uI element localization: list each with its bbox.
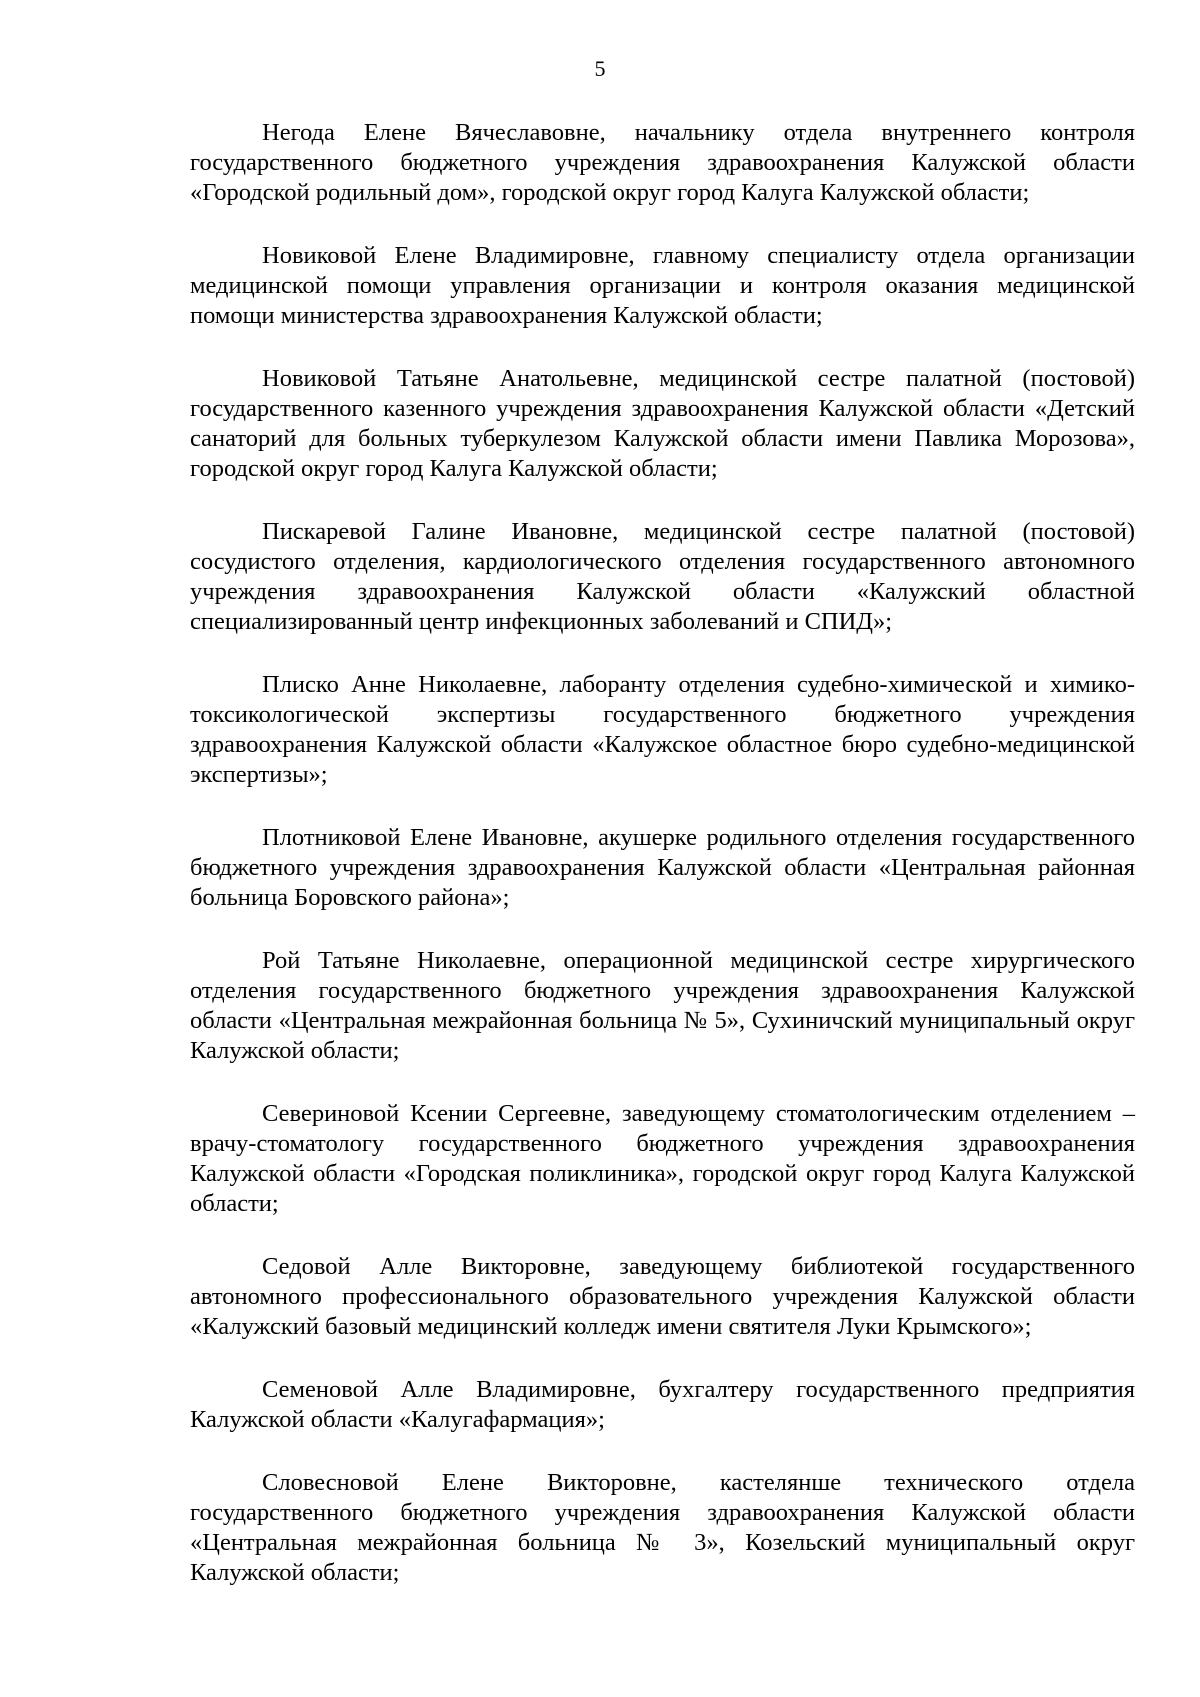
paragraph-plotnikova: Плотниковой Елене Ивановне, акушерке родильного отделения государственного бюджетного учреждения здравоохранения Калужской области «Центральная районная больница Боровского района»; [190,824,1135,911]
paragraph-novikova-tatyana: Новиковой Татьяне Анатольевне, медицинской сестре палатной (постовой) государственного казенного учреждения здравоохранения Калужской области «Детский санаторий для больных туберкулезом Калужской области имени Павлика Морозова», городской округ город Калуга Калужской области; [190,365,1135,482]
paragraph-sedova: Седовой Алле Викторовне, заведующему библиотекой государственного автономного профессионального образовательного учреждения Калужской области «Калужский базовый медицинский колледж имени святителя Луки Крымского»; [190,1253,1135,1340]
paragraph-slovesnova: Словесновой Елене Викторовне, кастелянше технического отдела государственного бюджетного учреждения здравоохранения Калужской области «Центральная межрайонная больница № 3», Козельский муниципальный округ Калужской области; [190,1469,1135,1586]
document-body [190,118,1135,1621]
paragraph-plisko: Плиско Анне Николаевне, лаборанту отделения судебно-химической и химико-токсикологической экспертизы государственного бюджетного учреждения здравоохранения Калужской области «Калужское областное бюро судебно-медицинской экспертизы»; [190,671,1135,788]
paragraph-semenova: Семеновой Алле Владимировне, бухгалтеру государственного предприятия Калужской области «Калугафармация»; [190,1376,1135,1433]
paragraph-severinova: Севериновой Ксении Сергеевне, заведующему стоматологическим отделением – врачу-стоматологу государственного бюджетного учреждения здравоохранения Калужской области «Городская поликлиника», городской округ город Калуга Калужской области; [190,1100,1135,1217]
page-number: 5 [594,56,606,81]
paragraph-novikova-elena: Новиковой Елене Владимировне, главному специалисту отдела организации медицинской помощи управления организации и контроля оказания медицинской помощи министерства здравоохранения Калужской области; [190,242,1135,329]
paragraph-negoda: Негода Елене Вячеславовне, начальнику отдела внутреннего контроля государственного бюджетного учреждения здравоохранения Калужской области «Городской родильный дом», городской округ город Калуга Калужской области; [190,119,1135,206]
paragraph-roy: Рой Татьяне Николаевне, операционной медицинской сестре хирургического отделения государственного бюджетного учреждения здравоохранения Калужской области «Центральная межрайонная больница № 5», Сухиничский муниципальный округ Калужской области; [190,947,1135,1064]
paragraph-piskareva: Пискаревой Галине Ивановне, медицинской сестре палатной (постовой) сосудистого отделения, кардиологического отделения государственного автономного учреждения здравоохранения Калужской области «Калужский областной специализированный центр инфекционных заболеваний и СПИД»; [190,518,1135,635]
